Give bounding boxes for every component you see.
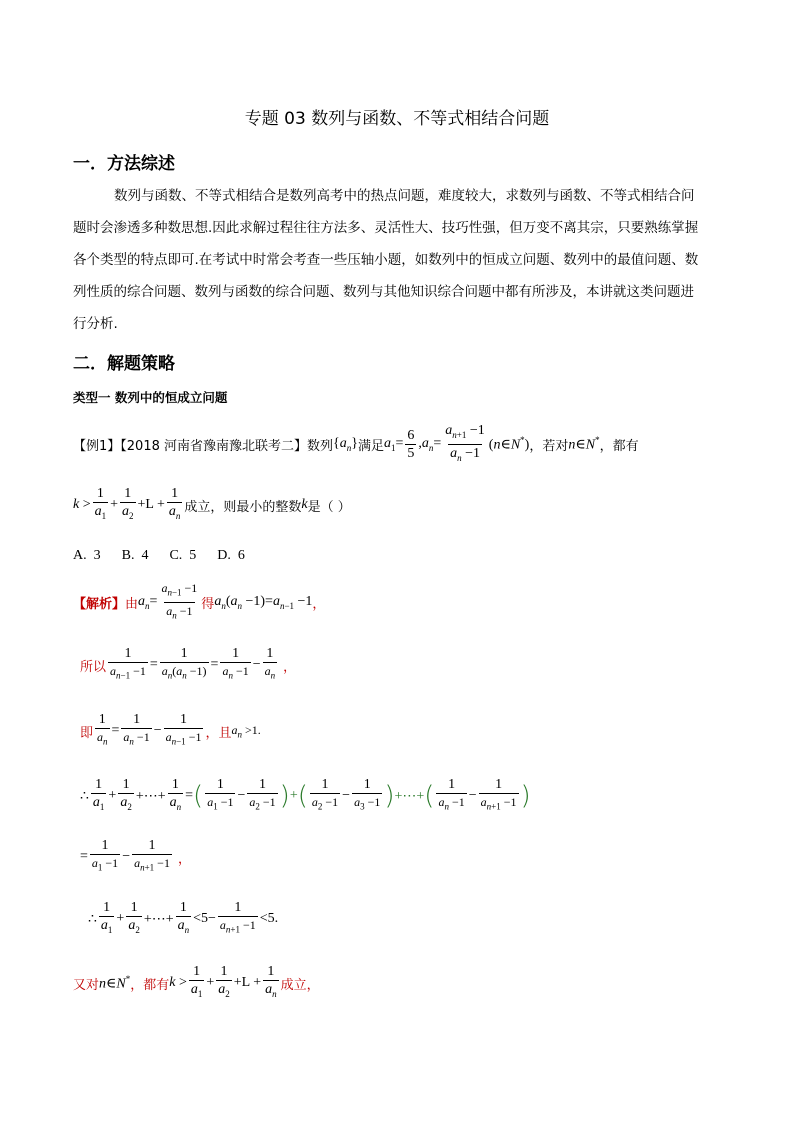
example-1-line2-end: 是（ ） — [307, 499, 351, 515]
solution-step-2: 所以 $\frac{1}{a_{n-1} -1}$ = $\frac{1}{a_n(a_n -1)}$ = $\frac{1}{a_n -1}$ − $\frac{1}{a_n}$ ， — [80, 644, 296, 686]
fraction-1-a1: $\frac{1}{a_1}$ — [93, 485, 109, 525]
solution-step-7: 又对 n∈N* ，都有 k > $\frac{1}{a_1}$ + $\frac{1}{a_2}$ +L + $\frac{1}{a_n}$ 成立， — [73, 962, 320, 1004]
paragraph-line-3: 各个类型的特点即可.在考试中时常会考查一些压轴小题，如数列中的恒成立问题、数列中的最值问题、数 — [73, 252, 699, 268]
fraction-step1: $\frac{a_{n-1} -1}{a_n -1}$ — [159, 580, 199, 624]
page-title: 专题 03 数列与函数、不等式相结合问题 — [244, 109, 550, 129]
example-1-mid3: ，都有 — [599, 438, 639, 454]
example-1-statement — [73, 424, 639, 464]
example-1-prefix: 【例1】【2018 河南省豫南豫北联考二】数列 — [73, 438, 333, 454]
solution-step-6: ∴ $\frac{1}{a_1}$ + $\frac{1}{a_2}$ +⋯+ $\frac{1}{a_n}$ <5− $\frac{1}{a_{n+1} -1}$ <5. — [88, 898, 278, 940]
solution-s7b: ，都有 — [130, 977, 170, 993]
fraction-1-a2: $\frac{1}{a_2}$ — [120, 485, 136, 525]
formula-k: k — [301, 497, 308, 512]
fraction-recurrence: $\frac{a_{n+1} -1}{a_n -1}$ — [443, 422, 486, 467]
solution-s7c: 成立， — [280, 977, 320, 993]
solution-s3b: ，且 — [205, 725, 232, 741]
formula-n-in-N: n∈N* — [568, 434, 600, 453]
answer-options: A. 3 B. 4 C. 5 D. 6 — [73, 548, 245, 563]
solution-s2: 所以 — [80, 659, 107, 675]
fraction-1-an: $\frac{1}{a_n}$ — [167, 485, 183, 525]
solution-step-3: 即 $\frac{1}{a_n}$ = $\frac{1}{a_n -1}$ − $\frac{1}{a_{n-1} -1}$ ，且 $a_n >1$. — [80, 710, 261, 752]
paragraph-line-1: 数列与函数、不等式相结合是数列高考中的热点问题，难度较大，求数列与函数、不等式相结合问 — [114, 188, 695, 204]
paragraph-line-5: 行分析. — [73, 316, 118, 332]
solution-step-1: 【解析】 由 $a_n=$ $\frac{a_{n-1} -1}{a_n -1}$ 得 $a_n(a_n -1)=a_{n-1} -1$ ， — [73, 582, 325, 622]
solution-s1a: 由 — [125, 596, 139, 612]
paragraph-line-4: 列性质的综合问题、数列与函数的综合问题、数列与其他知识综合问题中都有所涉及，本讲就这类问题进 — [73, 284, 694, 300]
example-1-line2-suffix: 成立，则最小的整数 — [184, 499, 302, 515]
solution-step-5: = $\frac{1}{a_1 -1}$ − $\frac{1}{a_{n+1} -1}$ ， — [80, 836, 191, 878]
formula-k-gt: k > — [73, 497, 91, 512]
solution-s1b: 得 — [201, 596, 215, 612]
formula-sequence-an: $\{a_n\}$ — [333, 435, 358, 453]
paragraph-line-2: 题时会渗透多种数思想.因此求解过程往往方法多、灵活性大、技巧性强，但万变不离其宗，只要熟练掌握 — [73, 220, 699, 236]
section-heading-strategy: 二．解题策略 — [73, 354, 175, 374]
example-1-inequality: k > $\frac{1}{a_1}$ + $\frac{1}{a_2}$ +L + $\frac{1}{a_n}$ 成立，则最小的整数 k 是（ ） — [73, 484, 351, 526]
solution-label: 【解析】 — [73, 596, 126, 612]
formula-a1: $a_1=$ — [383, 435, 404, 453]
section-heading-method: 一．方法综述 — [73, 154, 175, 174]
solution-step-4: ∴ $\frac{1}{a_1}$ + $\frac{1}{a_2}$ +⋯+ $\frac{1}{a_n}$ = ( $\frac{1}{a_1 -1}$ − $\frac{1}{a_2 -1}$ ) + ( $\frac{1}{a_2 -1}$ − $\frac{1}{a_3 -1}$ ) +⋯+ ( $\frac{1}{a_n -1}$ − $\frac{1}{a_{n+1} -1}$ ) — [80, 770, 531, 822]
example-1-mid2: ，若对 — [529, 438, 569, 454]
fraction-6-5: $\frac{6}{5}$ — [407, 427, 415, 461]
formula-domain: (n∈N*) — [488, 434, 530, 453]
solution-s3: 即 — [80, 725, 94, 741]
formula-an-comma: $,a_n=$ — [418, 435, 442, 453]
example-1-mid1: 满足 — [357, 438, 384, 454]
solution-s7a: 又对 — [73, 977, 100, 993]
type-heading: 类型一 数列中的恒成立问题 — [73, 390, 228, 405]
